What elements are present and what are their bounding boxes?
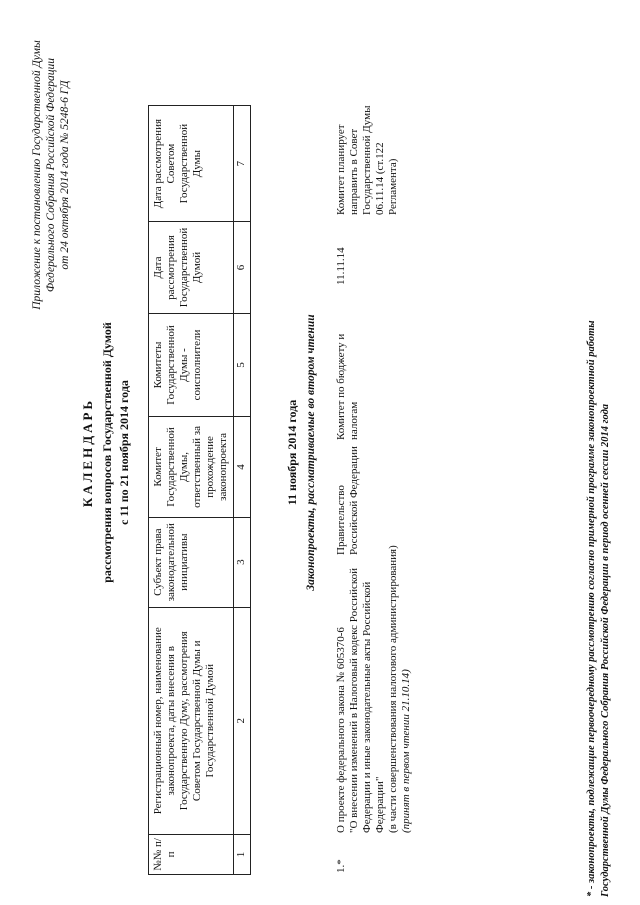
footnote-line-2: Государственной Думы Федерального Собрания Российской Федерации в период осенней сессии 2014 года bbox=[600, 403, 611, 897]
bill-title: "О внесении изменений в Налоговый кодекс Российской Федерации и иные законодательные акты Российской Федерации" bbox=[348, 567, 386, 833]
appendix-line-3: от 24 октября 2014 года № 5248-6 ГД bbox=[59, 80, 71, 270]
column-number: 1 bbox=[234, 834, 251, 874]
responsible-committee: Комитет по бюджету и налогам bbox=[335, 333, 360, 440]
header-cell: Субъект права законодательной инициативы bbox=[149, 517, 234, 607]
header-row bbox=[149, 106, 234, 875]
column-number: 7 bbox=[234, 106, 251, 222]
column-number: 4 bbox=[234, 417, 251, 517]
column-number: 2 bbox=[234, 607, 251, 834]
column-number: 3 bbox=[234, 517, 251, 607]
column-number-row bbox=[234, 106, 251, 875]
appendix-note bbox=[30, 20, 72, 330]
header-cell: Комитеты Государственной Думы - соисполнители bbox=[149, 313, 234, 417]
bill-first-reading: (принят в первом чтении 21.10.14) bbox=[400, 669, 412, 833]
header-cell: Регистрационный номер, наименование законопроекта, даты внесения в Государственную Думу, рассмотрения Советом Государственной Думы и Государственной Думой bbox=[149, 607, 234, 834]
document-title: КАЛЕНДАРЬ bbox=[80, 397, 95, 508]
header-cell: Комитет Государственной Думы, ответственный за прохождение законопроекта bbox=[149, 417, 234, 517]
footnote bbox=[585, 7, 613, 897]
appendix-line-1: Приложение к постановлению Государственной Думы bbox=[31, 40, 43, 310]
document-period: с 11 по 21 ноября 2014 года bbox=[117, 380, 131, 525]
header-cell: №№ п/п bbox=[149, 834, 234, 874]
bill-scope: (в части совершенствования налогового администрирования) bbox=[387, 545, 399, 833]
initiative-subject: Правительство Российской Федерации bbox=[335, 446, 360, 555]
council-review-note: Комитет планирует направить в Совет Государственной Думы 06.11.14 (ст.122 Регламента) bbox=[335, 105, 399, 215]
header-cell: Дата рассмотрения Советом Государственной Думы bbox=[149, 106, 234, 222]
column-number: 5 bbox=[234, 313, 251, 417]
bill-number: О проекте федерального закона № 605370-6 bbox=[335, 627, 347, 833]
footnote-line-1: * - законопроекты, подлежащие первоочередному рассмотрению согласно примерной программе законопроектной работы bbox=[586, 320, 597, 897]
appendix-line-2: Федерального Собрания Российской Федерации bbox=[45, 57, 57, 293]
document-subtitle: рассмотрения вопросов Государственной Думой bbox=[100, 322, 114, 583]
duma-review-date: 11.11.14 bbox=[335, 247, 347, 285]
date-heading: 11 ноября 2014 года bbox=[285, 399, 299, 506]
calendar-table-header bbox=[148, 105, 251, 875]
section-heading: Законопроекты, рассматриваемые во втором чтении bbox=[305, 314, 317, 591]
bill-description bbox=[335, 543, 413, 833]
row-number: 1.* bbox=[335, 859, 347, 873]
header-cell: Дата рассмотрения Государственной Думой bbox=[149, 222, 234, 313]
column-number: 6 bbox=[234, 222, 251, 313]
